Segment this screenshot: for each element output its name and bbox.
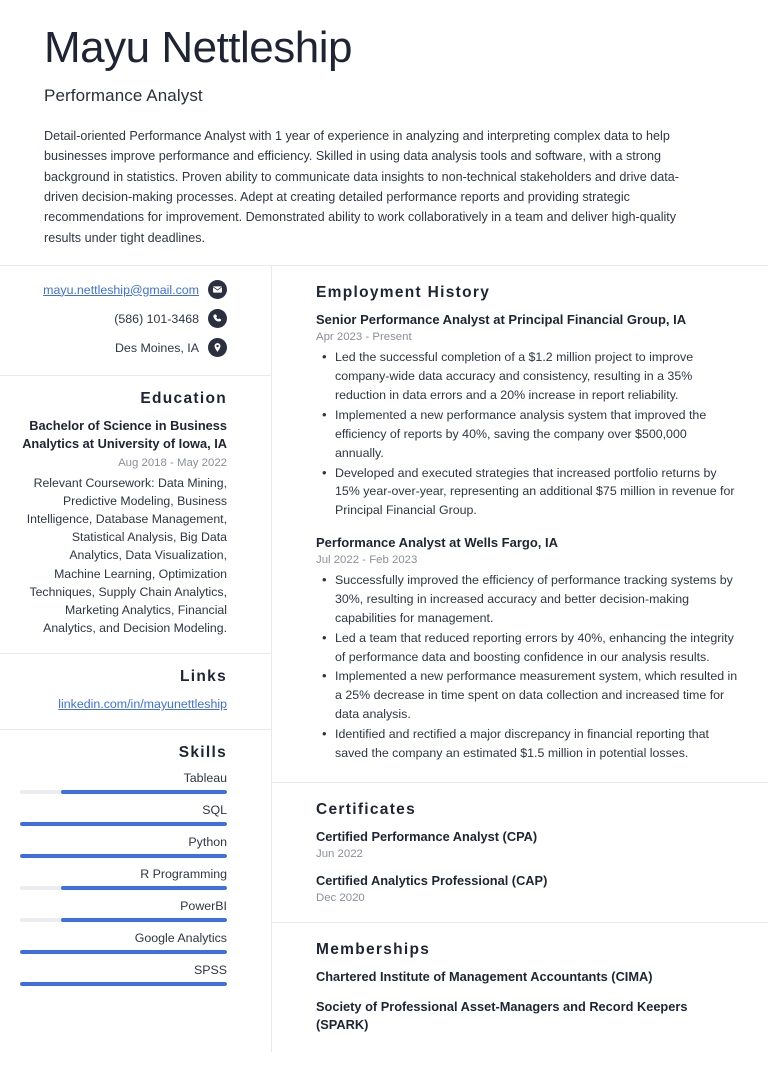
certificates-list: [316, 828, 738, 904]
links-section: [0, 654, 271, 730]
skills-heading: Skills: [178, 744, 227, 762]
skill-name: Google Analytics: [134, 931, 227, 946]
skill-item: [20, 963, 227, 986]
membership-name: Chartered Institute of Management Accountants (CIMA): [316, 968, 653, 984]
skill-level-fill: [20, 950, 227, 954]
contact-section: [0, 266, 271, 376]
certificates-section: [272, 783, 768, 923]
education-item: [20, 417, 227, 637]
bullet-item: • Successfully improved the efficiency of performance tracking systems by 30%, resulting in increased accuracy and better decision-making capabilities for management.: [316, 571, 738, 628]
resume-body: [0, 266, 768, 1052]
email-link[interactable]: mayu.nettleship@gmail.com: [43, 282, 199, 297]
link-item-linkedin[interactable]: linkedin.com/in/mayunettleship: [58, 697, 227, 712]
skill-level-fill: [20, 982, 227, 986]
phone-number: (586) 101-3468: [114, 311, 199, 326]
certificate-item: [316, 828, 738, 860]
skill-name: SPSS: [193, 963, 227, 978]
membership-item: [316, 998, 738, 1034]
skill-name: PowerBI: [180, 899, 227, 914]
skill-item: [20, 931, 227, 954]
employment-item: [316, 311, 738, 520]
employment-heading: Employment History: [316, 284, 491, 302]
envelope-icon: [208, 280, 227, 299]
phone-icon: [208, 309, 227, 328]
membership-item: [316, 968, 738, 986]
membership-name: Society of Professional Asset-Managers and Record Keepers (SPARK): [316, 999, 688, 1033]
skill-item: [20, 867, 227, 890]
sidebar: [0, 266, 272, 1052]
memberships-list: [316, 968, 738, 1034]
bullet-item: • Implemented a new performance analysis system that improved the efficiency of reports by 40%, saving the company over $500,000 annually.: [316, 406, 738, 463]
contact-phone-row: [20, 309, 227, 328]
skill-item: [20, 899, 227, 922]
skill-item: [20, 803, 227, 826]
skill-level-bar: [20, 886, 227, 890]
skill-level-bar: [20, 790, 227, 794]
skill-level-fill: [20, 854, 227, 858]
skills-list: [20, 771, 227, 986]
skill-item: [20, 835, 227, 858]
education-dates: Aug 2018 - May 2022: [118, 456, 227, 469]
certificate-name: Certified Performance Analyst (CPA): [316, 828, 538, 844]
skill-level-fill: [61, 918, 227, 922]
map-pin-icon: [208, 338, 227, 357]
employment-dates: Jul 2022 - Feb 2023: [316, 554, 418, 567]
employment-item: [316, 534, 738, 763]
skill-level-bar: [20, 982, 227, 986]
employment-title: Senior Performance Analyst at Principal Financial Group, IA: [316, 312, 687, 328]
skill-level-fill: [61, 790, 227, 794]
memberships-heading: Memberships: [316, 940, 431, 958]
contact-location-row: [20, 338, 227, 357]
education-description: Relevant Coursework: Data Mining, Predictive Modeling, Business Intelligence, Database Management, Statistical Analysis, Big Data Analytics, Data Visualization, Machine Learning, Optimization Techniques, Supply Chain Analytics, Marketing Analytics, Financial Analytics, and Decision Modeling.: [26, 475, 227, 636]
employment-bullets: [316, 348, 738, 520]
skill-name: R Programming: [140, 867, 227, 882]
skill-level-bar: [20, 854, 227, 858]
employment-dates: Apr 2023 - Present: [316, 331, 412, 344]
education-heading: Education: [140, 390, 227, 408]
certificate-name: Certified Analytics Professional (CAP): [316, 872, 548, 888]
skill-level-fill: [20, 822, 227, 826]
resume-header: [0, 0, 768, 248]
page-title: Mayu Nettleship: [44, 23, 352, 72]
skill-name: SQL: [202, 803, 227, 818]
employment-list: [316, 311, 738, 762]
bullet-item: • Implemented a new performance measurement system, which resulted in a 25% decrease in time spent on data collection and increased time for data analysis.: [316, 667, 738, 724]
skill-level-bar: [20, 822, 227, 826]
skill-item: [20, 771, 227, 794]
certificate-item: [316, 872, 738, 904]
education-degree: Bachelor of Science in Business Analytics at University of Iowa, IA: [22, 418, 227, 452]
skill-level-bar: [20, 918, 227, 922]
education-section: [0, 376, 271, 654]
bullet-item: • Identified and rectified a major discrepancy in financial reporting that saved the company an estimated $1.5 million in potential losses.: [316, 725, 738, 763]
links-list: [20, 695, 227, 713]
skill-name: Python: [188, 835, 227, 850]
certificate-date: Jun 2022: [316, 847, 363, 860]
professional-summary: Detail-oriented Performance Analyst with 1 year of experience in analyzing and interpreting complex data to help businesses improve performance and efficiency. Skilled in using data analysis tools and software, with a strong background in statistics. Proven ability to communicate data insights to non-technical stakeholders and drive data-driven decision-making processes. Adept at creating detailed performance reports and providing strategic recommendations for improvement. Demonstrated ability to work collaboratively in a team and deliver high-quality results under tight deadlines.: [44, 128, 679, 245]
links-heading: Links: [180, 668, 227, 686]
contact-email-row[interactable]: [20, 280, 227, 299]
employment-section: [272, 266, 768, 782]
location-text: Des Moines, IA: [114, 340, 199, 355]
skills-section: [0, 730, 271, 1002]
certificates-heading: Certificates: [316, 800, 417, 818]
skill-name: Tableau: [183, 771, 227, 786]
main-content: [272, 266, 768, 1052]
skill-level-bar: [20, 950, 227, 954]
memberships-section: [272, 923, 768, 1052]
employment-bullets: [316, 571, 738, 762]
certificate-date: Dec 2020: [316, 891, 365, 904]
bullet-item: • Led a team that reduced reporting errors by 40%, enhancing the integrity of performance data and boosting confidence in our analysis results.: [316, 629, 738, 667]
bullet-item: • Developed and executed strategies that increased portfolio returns by 15% year-over-year, representing an additional $75 million in revenue for Principal Financial Group.: [316, 464, 738, 521]
bullet-item: • Led the successful completion of a $1.2 million project to improve company-wide data accuracy and consistency, resulting in a 35% reduction in data errors and a 20% increase in report reliability.: [316, 348, 738, 405]
job-title: Performance Analyst: [44, 85, 203, 105]
employment-title: Performance Analyst at Wells Fargo, IA: [316, 535, 559, 551]
skill-level-fill: [61, 886, 227, 890]
